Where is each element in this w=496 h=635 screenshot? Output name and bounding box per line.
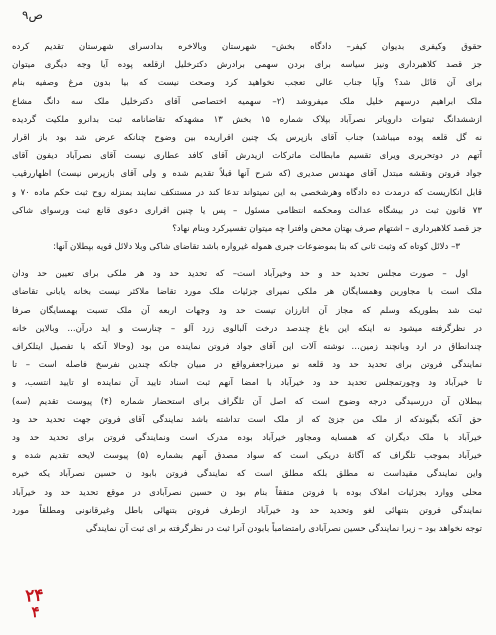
- text-line: ملک ابراهیم درسهم خلیل ملک میفروشد (۲– سهمیه اختصاصی آقای دکترخلیل ملک سه دانگ مشاع: [12, 96, 482, 107]
- text-line: ملک است با مجاورین وهمسایگان هر ملکی نمیرای جزئیات ملک مورد تقاضا ملاکثر نیست بخانه یابانی تقاضای: [12, 287, 482, 298]
- paragraph-3: [12, 265, 482, 538]
- text-line: واین نمایندگی مقیداست نه مطلق بلکه مطلق است که نمایندگی فروتن بابود ن حسین نصرآباد یکه خیره‌: [12, 469, 482, 480]
- text-line: نمایندگی فروتن برای تحدید حد ود قلعه نو میرزاجعفرواقع در مبیان جانکه چندین نفرسخ فاصله است – تا: [12, 360, 482, 371]
- text-line: برای آن قائل شد؟ وآیا جناب عالی تعجب نخواهید کرد وصحت نیست که بیا بدون مرغ وصفیه بنام: [12, 78, 482, 89]
- text-line: نمایندگی فروتن بتنهائی لغو وتحدید حد ود خیرآباد ازطرف فروتن بتنهائی باطل وغیرقانونی ومطلقاً مورد: [12, 505, 482, 516]
- handwritten-folio-mark: [25, 586, 46, 621]
- paragraph-1: [12, 38, 482, 238]
- text-line: چندانطاق در ارد وبانچند زمین… نوشته آلات این آقای جواد فروتن نماینده من بود (وحالا آنکه با تفصیل ایتلکراف: [12, 342, 482, 352]
- text-line: نه گل قلعه پوده میباشد) جناب آقای بازپرس یک چنین اقراریده بین وضوح چنانکه عرض شد بود باز اقرار: [12, 132, 482, 143]
- text-line: ۷۳ قانون ثبت در بیشگاه عدالت ومحکمه انتظامی مسئول – پس یا چنین اقراری دعوی قانع ثبت ورسوای شاکی: [12, 205, 482, 216]
- text-line: ازششدانگ ثبتوات دارویاتر نصرآباد بپلاک شماره ۱۵ بخش ۱۳ مشهدکه تقاضانامه ثبت بدانرو ملکیت گردیده: [12, 114, 482, 125]
- paragraph-2: [12, 238, 482, 256]
- folio-subnumber: ۴: [31, 602, 41, 622]
- text-line: ثبت شد بطوریکه وسلم که مجاز آن اتارزان تیست حد ود وجهات اربعه آن ملک تسبت بهمسایگان صرفا: [12, 305, 482, 316]
- text-line: جواد فروتن ونقشه مبتدل آقای مهندس صدیری (که شرح آنها قبلاً تقدیم شده و ولی آقای بازپرس نیست) اظهاررقیب: [12, 169, 482, 180]
- page-number: ص۹: [22, 8, 43, 22]
- paragraph-gap: [12, 256, 482, 265]
- text-line: توجه نخواهد بود – زیرا نمایندگی حسین نصرآبادی رامتضامباً بابودن آنرا ثبت در نظرگرفته بر ای ثبت آن نمایندگی: [85, 523, 482, 534]
- text-line: خیرآباد بموجب تلگراف که آگاته‌ٔ دریکی است که سواد مصدق آنهم بشماره (۵) پیوست لایحه تقدیم شده و: [12, 451, 482, 462]
- text-line: حقوق وکیفری بدیوان کیفر– دادگاه بخش– شهرستان وبالاخره بدادسرای شهرستان تقدیم کرده: [12, 42, 482, 52]
- document-body: [12, 38, 482, 538]
- text-line: خیرآباد با ملک دیگران که همسایه ومجاور خیرآباد بوده مدرک است ونمایندگی فروتن برای تحدید حد ود: [12, 432, 482, 443]
- text-line: آتهم در دوتحریری ویرای تقسیم مابطالت ماترکات ازیدرش آقای کافد عطاری نیست آقای نصرآباد دیفون آقای: [12, 151, 482, 162]
- text-line: ببطلان آن دررسیدگی درجه وضوح است که اصل آن تلگراف برای استحضار شماره (۴) پیوست تقدیم (سه): [12, 396, 482, 407]
- text-line: ۳– دلائل کوتاه که وثبت ثانی که بنا بموضوعات جبری هموله غیرواره باشد تقاضای شاکی وبلا دلائل قویه بپطلان آنها:: [53, 242, 460, 253]
- folio-number: ۲۴: [24, 585, 45, 607]
- text-line: حق آنکه بگیوندکه از ملک من جزئ که از ملک است تداشته باشد نمایندگی آقای فروتن جهت تحدید حد ود: [12, 414, 482, 425]
- text-line: اول – صورت مجلس تحدید حد و حد وخیرآباد است– که تحدید حد ود هر ملکی برای تعیین حد ودان: [12, 269, 468, 280]
- text-line: محلی ووارد بجزئیات املاک بوده با فروتن متفقاً بنام بود ن حسین نصرآبادی در موقع تحدید حد ود خیرآباد: [12, 487, 482, 498]
- text-line: قابل انکاریست که درمدت ده دادگاه وهرشخصی به این نمیتواند تدعا کند در مستنکف نمایند بمنزله روح ثبت حکم ماده ۷۰ و: [12, 187, 482, 198]
- text-line: جز قصد کلاهبرداری – اشتهام صرف بهتان محض وافترا چه میتوان تفسیرکرد وبنام نهاد؟: [172, 223, 482, 234]
- text-line: در نظرگرفته میشود نه اینکه این باغ چندصد درخت آلبالوی زرد آلو – چنارست و اید درآن... وبالاین خانه: [12, 323, 482, 334]
- text-line: جز قصد کلاهبرداری ونیز سیاسه برای بردن سهمی برادرش دکترخلیل ازقلعه پوده آیا وجه دیگری میتوان: [12, 60, 482, 71]
- text-line: تا خیرآباد ود وچورتمجلس تحدید حد ود خیرآباد با امضا آنهم ثبت اسناد تایید آن نماینده او تایید انتسب، و: [12, 378, 482, 389]
